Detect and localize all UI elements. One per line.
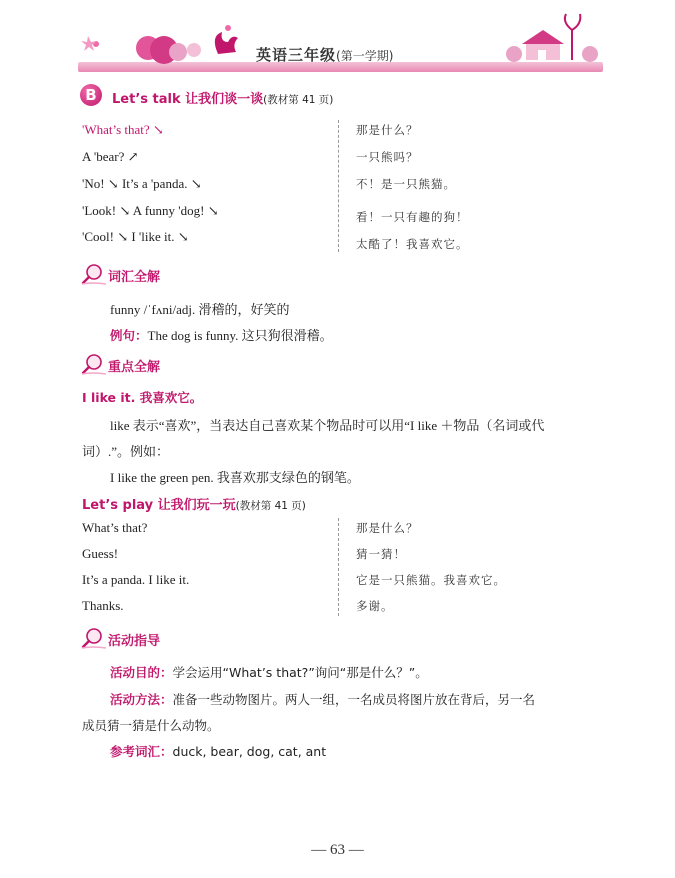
dialogue-cn-line: 不！是一只熊猫。 [356, 177, 456, 191]
activity-method-cont: 成员猜一猜是什么动物。 [82, 718, 220, 733]
page-number: — 63 — [311, 842, 364, 858]
activity-purpose: 活动目的：学会运用“What’s that?”询问“那是什么？”。 [110, 665, 428, 680]
key-points-heading: 重点全解 [108, 360, 161, 375]
section-b-title: Let’s talk 让我们谈一谈(教材第 41 页) [112, 92, 334, 107]
dialogue-en-line: 'What’s that? ↘ [82, 122, 164, 137]
play-divider [338, 518, 339, 616]
play-en-line: It’s a panda. I like it. [82, 572, 190, 587]
activity-method: 活动方法：准备一些动物图片。两人一组，一名成员将图片放在背后，另一名 [110, 692, 536, 707]
header-title: 英语三年级(第一学期) [256, 46, 394, 64]
header-right-decoration-icon [500, 10, 605, 66]
play-en-line: Thanks. [82, 598, 124, 613]
dialogue-divider [338, 120, 339, 252]
dialogue-cn-line: 一只熊吗？ [356, 150, 419, 164]
play-cn-line: 它是一只熊猫。我喜欢它。 [356, 573, 506, 587]
activity-words: 参考词汇：duck, bear, dog, cat, ant [110, 744, 327, 759]
magnifier-icon [80, 626, 106, 650]
vocab-entry: funny /ˈfʌni/adj. 滑稽的，好笑的 [110, 302, 290, 317]
play-en-line: Guess! [82, 546, 119, 561]
play-cn-line: 猜一猜！ [356, 547, 406, 561]
header-left-decoration-icon [78, 14, 258, 66]
play-cn-line: 多谢。 [356, 599, 394, 613]
dialogue-cn-line: 那是什么？ [356, 123, 419, 137]
dialogue-en-line: 'No! ↘ It’s a 'panda. ↘ [82, 176, 202, 191]
play-cn-line: 那是什么？ [356, 521, 419, 535]
dialogue-en-line: 'Cool! ↘ I 'like it. ↘ [82, 229, 189, 244]
dialogue-cn-line: 太酷了！我喜欢它。 [356, 237, 469, 251]
dialogue-cn-line: 看！一只有趣的狗！ [356, 210, 469, 224]
key-points-para: 词）.”。例如： [82, 444, 170, 459]
section-b-badge: B [80, 84, 102, 106]
magnifier-icon [80, 352, 106, 376]
activity-heading: 活动指导 [108, 634, 161, 649]
dialogue-en-line: A 'bear? ↗ [82, 149, 139, 164]
key-points-title: I like it. 我喜欢它。 [82, 390, 203, 405]
lets-play-title: Let’s play 让我们玩一玩(教材第 41 页) [82, 498, 306, 513]
magnifier-icon [80, 262, 106, 286]
play-en-line: What’s that? [82, 520, 148, 535]
dialogue-en-line: 'Look! ↘ A funny 'dog! ↘ [82, 203, 219, 218]
vocab-example: 例句：The dog is funny. 这只狗很滑稽。 [110, 328, 333, 343]
vocab-heading: 词汇全解 [108, 270, 161, 285]
key-points-example: I like the green pen. 我喜欢那支绿色的钢笔。 [110, 470, 360, 485]
key-points-para: like 表示“喜欢”，当表达自己喜欢某个物品时可以用“I like ＋物品（名词或代 [110, 418, 545, 433]
